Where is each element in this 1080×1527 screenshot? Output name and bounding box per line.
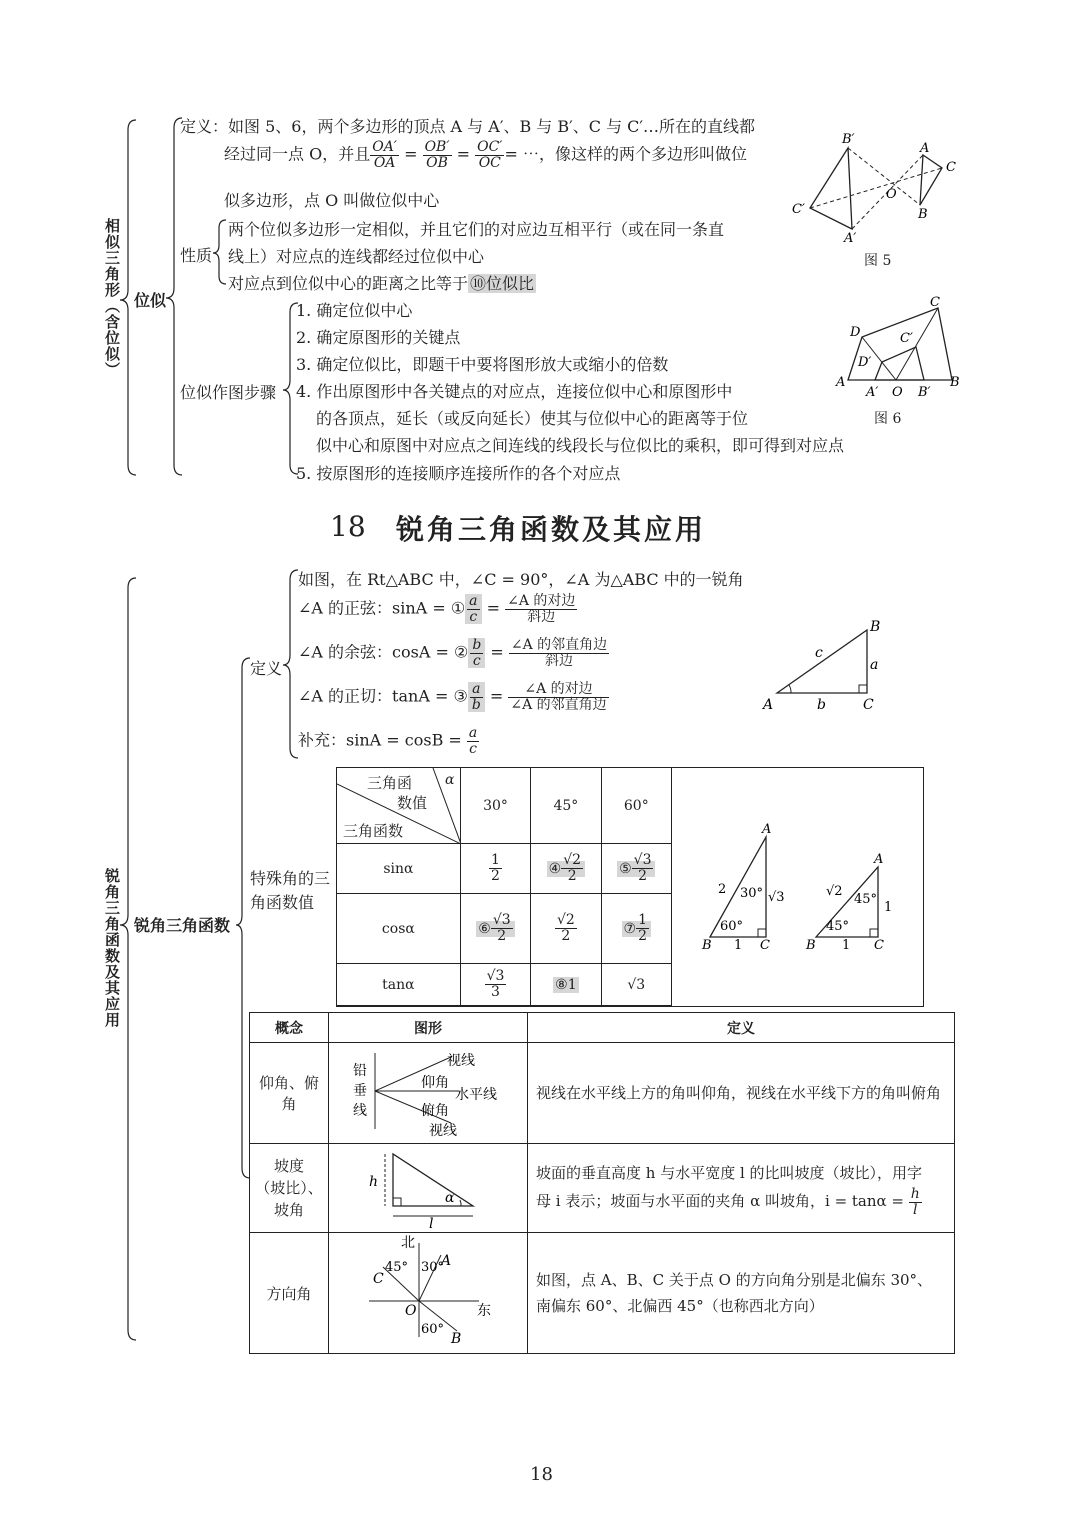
svg-text:C: C — [373, 1271, 384, 1287]
svg-text:B: B — [806, 938, 816, 953]
svg-text:a: a — [870, 657, 879, 673]
sine-definition: ∠A 的正弦：sinA = ① $\frac{a}{c}$ = $\frac{\text{∠A 的对边}}{\text{斜边}}$ — [298, 593, 576, 625]
special-triangles-figure — [690, 815, 920, 955]
answer-10: ⑩位似比 — [470, 274, 535, 293]
slope-figure — [329, 1144, 528, 1233]
svg-text:α: α — [445, 1190, 455, 1206]
svg-text:B′: B′ — [842, 132, 855, 147]
cos-30: ⑥ $\frac{√3}{2}$ — [460, 894, 530, 964]
definition-line-2: 经过同一点 O，并且 $\frac{OA'}{OA}$ = $\frac{OB'}{OB}$ = $\frac{OC'}{OC}$ = ⋯，像这样的两个多边形叫做位 — [224, 139, 747, 171]
svg-text:水平线: 水平线 — [455, 1087, 497, 1103]
definition-line-1: 定义：如图 5、6，两个多边形的顶点 A 与 A′、B 与 B′、C 与 C′…所在的直线都 — [180, 117, 756, 136]
svg-text:B: B — [918, 207, 928, 222]
svg-text:视线: 视线 — [429, 1123, 457, 1139]
svg-text:1: 1 — [734, 938, 743, 953]
svg-text:C: C — [874, 938, 884, 953]
elevation-figure — [329, 1043, 528, 1144]
cos-45: $\frac{√2}{2}$ — [531, 894, 601, 964]
svg-text:l: l — [429, 1216, 434, 1228]
sin-45: ④ $\frac{√2}{2}$ — [531, 844, 601, 894]
svg-text:60°: 60° — [720, 919, 744, 934]
svg-text:东: 东 — [477, 1303, 491, 1319]
step-4a: 4. 作出原图形中各关键点的对应点，连接位似中心和原图形中 — [296, 382, 733, 401]
diag-header-alpha: α — [445, 772, 455, 788]
right-triangle-figure — [755, 615, 895, 715]
diag-header-top: 三角函 — [367, 774, 413, 792]
svg-text:B: B — [702, 938, 712, 953]
slope-concept: 坡度 （坡比）、 坡角 — [250, 1144, 329, 1233]
svg-text:O: O — [405, 1303, 417, 1319]
svg-text:B: B — [870, 619, 881, 635]
svg-text:b: b — [817, 697, 826, 713]
tangent-definition: ∠A 的正切：tanA = ③ $\frac{a}{b}$ = $\frac{\text{∠A 的对边}}{\text{∠A 的邻直角边}}$ — [298, 681, 607, 713]
svg-text:c: c — [815, 645, 823, 661]
cosine-definition: ∠A 的余弦：cosA = ② $\frac{b}{c}$ = $\frac{\text{∠A 的邻直角边}}{\text{斜边}}$ — [298, 637, 608, 669]
section2-vertical-title: 锐角三角函数及其应用 — [103, 868, 121, 1028]
definition-line-3: 似多边形，点 O 叫做位似中心 — [224, 191, 440, 210]
svg-text:B: B — [451, 1331, 462, 1347]
property-line-1: 两个位似多边形一定相似，并且它们的对应边互相平行（或在同一条直 — [228, 220, 725, 239]
diag-header-bottom: 三角函数 — [343, 822, 404, 840]
svg-text:h: h — [369, 1174, 379, 1190]
chapter-number: 18 — [330, 510, 366, 543]
special-angle-label-1: 特殊角的三 — [250, 869, 331, 888]
step-1: 1. 确定位似中心 — [296, 301, 413, 320]
sin-60: ⑤ $\frac{√3}{2}$ — [601, 844, 671, 894]
section2-sub-title: 锐角三角函数 — [134, 916, 231, 935]
angle-30: 30° — [460, 768, 530, 844]
svg-text:C: C — [930, 295, 940, 310]
tan-45: ⑧1 — [531, 964, 601, 1006]
svg-text:1: 1 — [842, 938, 851, 953]
svg-text:60°: 60° — [421, 1322, 445, 1337]
tan-30: $\frac{√3}{3}$ — [460, 964, 530, 1006]
supplement-definition: 补充：sinA = cosB = $\frac{a}{c}$ — [298, 725, 478, 757]
svg-text:垂: 垂 — [353, 1083, 367, 1099]
step-5: 5. 按原图形的连接顺序连接所作的各个对应点 — [296, 464, 621, 483]
figure-6 — [830, 292, 970, 402]
figure-6-caption: 图 6 — [874, 411, 902, 427]
row-cos-name: cosα — [337, 894, 461, 964]
page-number: 18 — [530, 1464, 553, 1485]
svg-text:A: A — [763, 697, 774, 713]
svg-text:45°: 45° — [385, 1260, 409, 1275]
sin-30: $\frac{1}{2}$ — [460, 844, 530, 894]
svg-text:视线: 视线 — [447, 1053, 475, 1069]
svg-text:A′: A′ — [844, 231, 857, 246]
cos-60: ⑦ $\frac{1}{2}$ — [601, 894, 671, 964]
angle-45: 45° — [531, 768, 601, 844]
svg-text:√2: √2 — [826, 884, 843, 899]
svg-text:B′: B′ — [918, 385, 931, 400]
bearing-concept: 方向角 — [250, 1233, 329, 1354]
property-line-3: 对应点到位似中心的距离之比等于 ⑩位似比 — [228, 274, 535, 293]
svg-text:A: A — [836, 375, 846, 390]
svg-text:A: A — [441, 1253, 452, 1269]
bearing-definition: 如图，点 A、B、C 关于点 O 的方向角分别是北偏东 30°、 南偏东 60°、北偏西 45°（也称西北方向） — [528, 1233, 955, 1354]
special-angle-table — [336, 767, 672, 1006]
diagonal-header-cell — [337, 768, 461, 844]
slope-definition: 坡面的垂直高度 h 与水平宽度 l 的比叫坡度（坡比），用字 母 i 表示；坡面与水平面的夹角 α 叫坡角，i = tanα = $\frac{h}{l}$ — [528, 1144, 955, 1233]
svg-text:A: A — [874, 852, 884, 867]
elevation-concept: 仰角、俯角 — [250, 1043, 329, 1144]
svg-text:线: 线 — [353, 1103, 367, 1119]
row-tan-name: tanα — [337, 964, 461, 1006]
header-concept: 概念 — [250, 1013, 329, 1043]
property-line-2: 线上）对应点的连线都经过位似中心 — [228, 247, 485, 266]
svg-text:30°: 30° — [421, 1260, 445, 1275]
trig-intro: 如图，在 Rt△ABC 中，∠C = 90°，∠A 为△ABC 中的一锐角 — [298, 570, 744, 589]
svg-text:1: 1 — [884, 900, 893, 915]
svg-text:A: A — [920, 141, 930, 156]
svg-text:C: C — [946, 160, 956, 175]
svg-text:铅: 铅 — [353, 1063, 367, 1079]
step-2: 2. 确定原图形的关键点 — [296, 328, 461, 347]
svg-text:C: C — [760, 938, 770, 953]
svg-text:O: O — [892, 385, 903, 400]
chapter-title: 锐角三角函数及其应用 — [396, 513, 707, 546]
svg-text:仰角: 仰角 — [421, 1075, 449, 1091]
svg-text:B: B — [950, 375, 960, 390]
bearing-figure — [329, 1233, 528, 1354]
diag-header-top2: 数值 — [397, 794, 428, 812]
svg-text:45°: 45° — [854, 892, 878, 907]
steps-label: 位似作图步骤 — [180, 383, 277, 402]
svg-text:45°: 45° — [826, 919, 850, 934]
section1-vertical-title: 相似三角形（含位似） — [103, 218, 121, 378]
row-sin-name: sinα — [337, 844, 461, 894]
step-4b: 的各顶点，延长（或反向延长）使其与位似中心的距离等于位 — [316, 409, 749, 428]
svg-text:A′: A′ — [866, 385, 879, 400]
svg-text:O: O — [886, 187, 897, 202]
definition-label: 定义 — [250, 659, 283, 678]
svg-text:俯角: 俯角 — [421, 1103, 449, 1119]
section1-sub-title: 位似 — [134, 291, 167, 310]
svg-text:D′: D′ — [858, 355, 872, 370]
tan-60: √3 — [601, 964, 671, 1006]
svg-text:C′: C′ — [792, 202, 805, 217]
header-figure: 图形 — [329, 1013, 528, 1043]
svg-text:A: A — [762, 822, 772, 837]
svg-text:√3: √3 — [768, 890, 785, 905]
step-4c: 似中心和原图中对应点之间连线的线段长与位似比的乘积，即可得到对应点 — [316, 436, 845, 455]
svg-text:D: D — [850, 325, 861, 340]
svg-text:北: 北 — [401, 1235, 415, 1251]
property-label: 性质 — [180, 246, 213, 265]
elevation-definition: 视线在水平线上方的角叫仰角，视线在水平线下方的角叫俯角 — [528, 1043, 955, 1144]
step-3: 3. 确定位似比，即题干中要将图形放大或缩小的倍数 — [296, 355, 669, 374]
angle-60: 60° — [601, 768, 671, 844]
svg-text:C′: C′ — [900, 331, 913, 346]
figure-5-caption: 图 5 — [864, 253, 892, 269]
svg-text:30°: 30° — [740, 886, 764, 901]
svg-text:2: 2 — [718, 882, 727, 897]
svg-text:C: C — [863, 697, 874, 713]
special-angle-label-2: 角函数值 — [250, 893, 315, 912]
concept-table — [249, 1012, 955, 1354]
header-definition: 定义 — [528, 1013, 955, 1043]
